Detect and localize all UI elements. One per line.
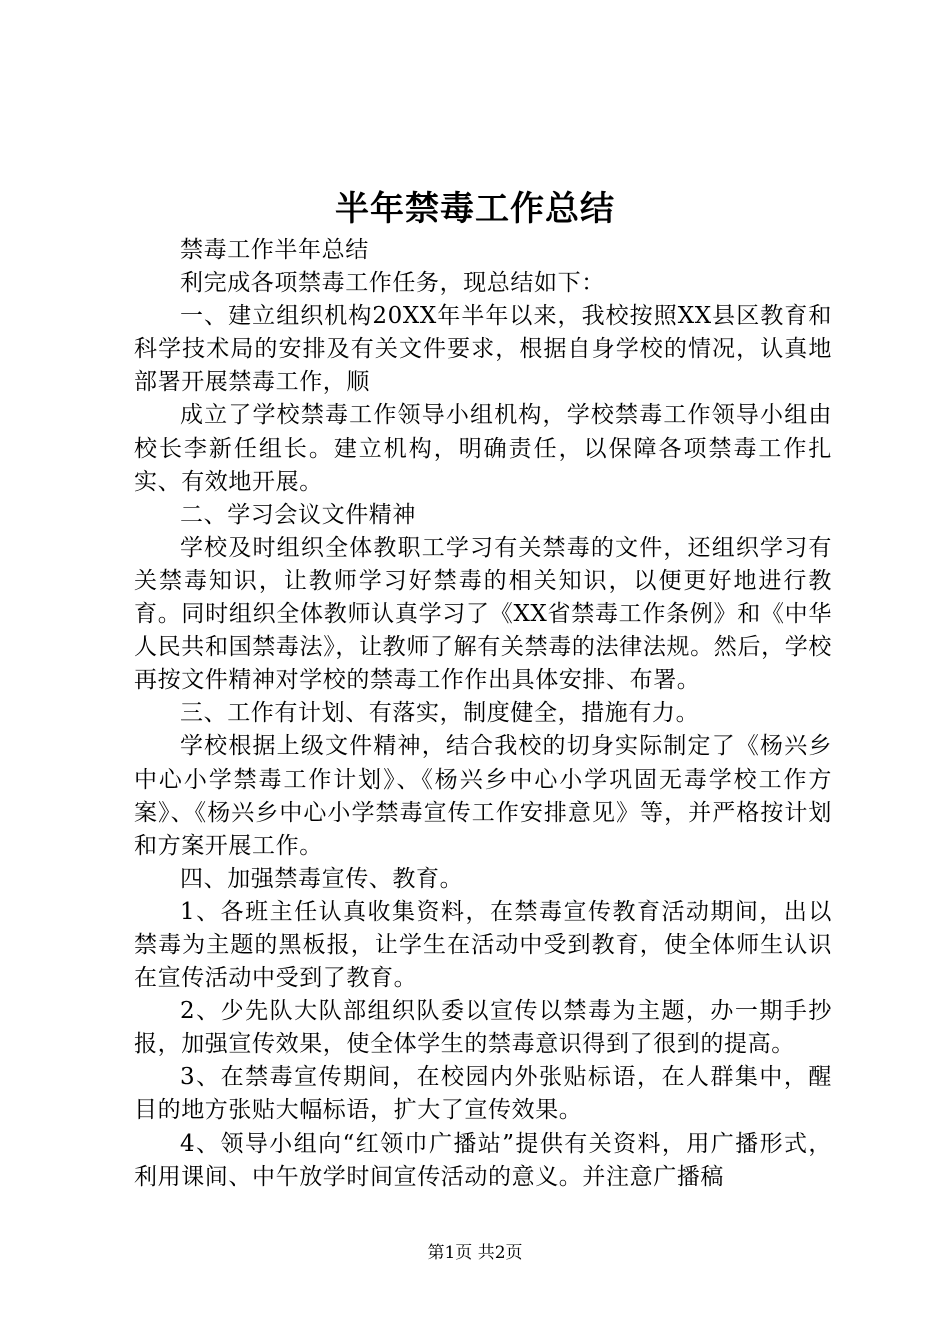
paragraph: 三、工作有计划、有落实，制度健全，措施有力。	[180, 700, 700, 727]
paragraph: 四、加强禁毒宣传、教育。	[180, 865, 464, 892]
document-title: 半年禁毒工作总结	[335, 189, 615, 229]
paragraph: 成立了学校禁毒工作领导小组机构，学校禁毒工作领导小组由校长李新任组长。建立机构，明确责任，以保障各项禁毒工作扎实、有效地开展。	[134, 402, 832, 495]
page-number-footer: 第1页 共2页	[427, 1243, 523, 1263]
paragraph: 2、少先队大队部组织队委以宣传以禁毒为主题，办一期手抄报，加强宣传效果，使全体学生的禁毒意识得到了很到的提高。	[134, 998, 832, 1058]
paragraph: 1、各班主任认真收集资料，在禁毒宣传教育活动期间，出以禁毒为主题的黑板报，让学生在活动中受到教育，使全体师生认识在宣传活动中受到了教育。	[134, 898, 832, 992]
document-body	[134, 234, 832, 1194]
paragraph: 一、建立组织机构20XX年半年以来，我校按照XX县区教育和科学技术局的安排及有关文件要求，根据自身学校的情况，认真地部署开展禁毒工作，顺	[134, 303, 832, 396]
paragraph: 利完成各项禁毒工作任务，现总结如下：	[180, 270, 605, 297]
paragraph: 学校根据上级文件精神，结合我校的切身实际制定了《杨兴乡中心小学禁毒工作计划》、《杨兴乡中心小学巩固无毒学校工作方案》、《杨兴乡中心小学禁毒宣传工作安排意见》等，并严格按计划和方案开展工作。	[134, 733, 832, 859]
paragraph: 4、领导小组向“红领巾广播站”提供有关资料，用广播形式，利用课间、中午放学时间宣传活动的意义。并注意广播稿	[134, 1130, 832, 1190]
paragraph: 3、在禁毒宣传期间，在校园内外张贴标语，在人群集中，醒目的地方张贴大幅标语，扩大了宣传效果。	[134, 1064, 832, 1124]
paragraph: 学校及时组织全体教职工学习有关禁毒的文件，还组织学习有关禁毒知识，让教师学习好禁毒的相关知识，以便更好地进行教育。同时组织全体教师认真学习了《XX省禁毒工作条例》和《中华人民共和国禁毒法》，让教师了解有关禁毒的法律法规。然后，学校再按文件精神对学校的禁毒工作作出具体安排、布署。	[134, 534, 832, 694]
paragraph: 禁毒工作半年总结	[180, 237, 369, 263]
paragraph: 二、学习会议文件精神	[180, 501, 416, 528]
